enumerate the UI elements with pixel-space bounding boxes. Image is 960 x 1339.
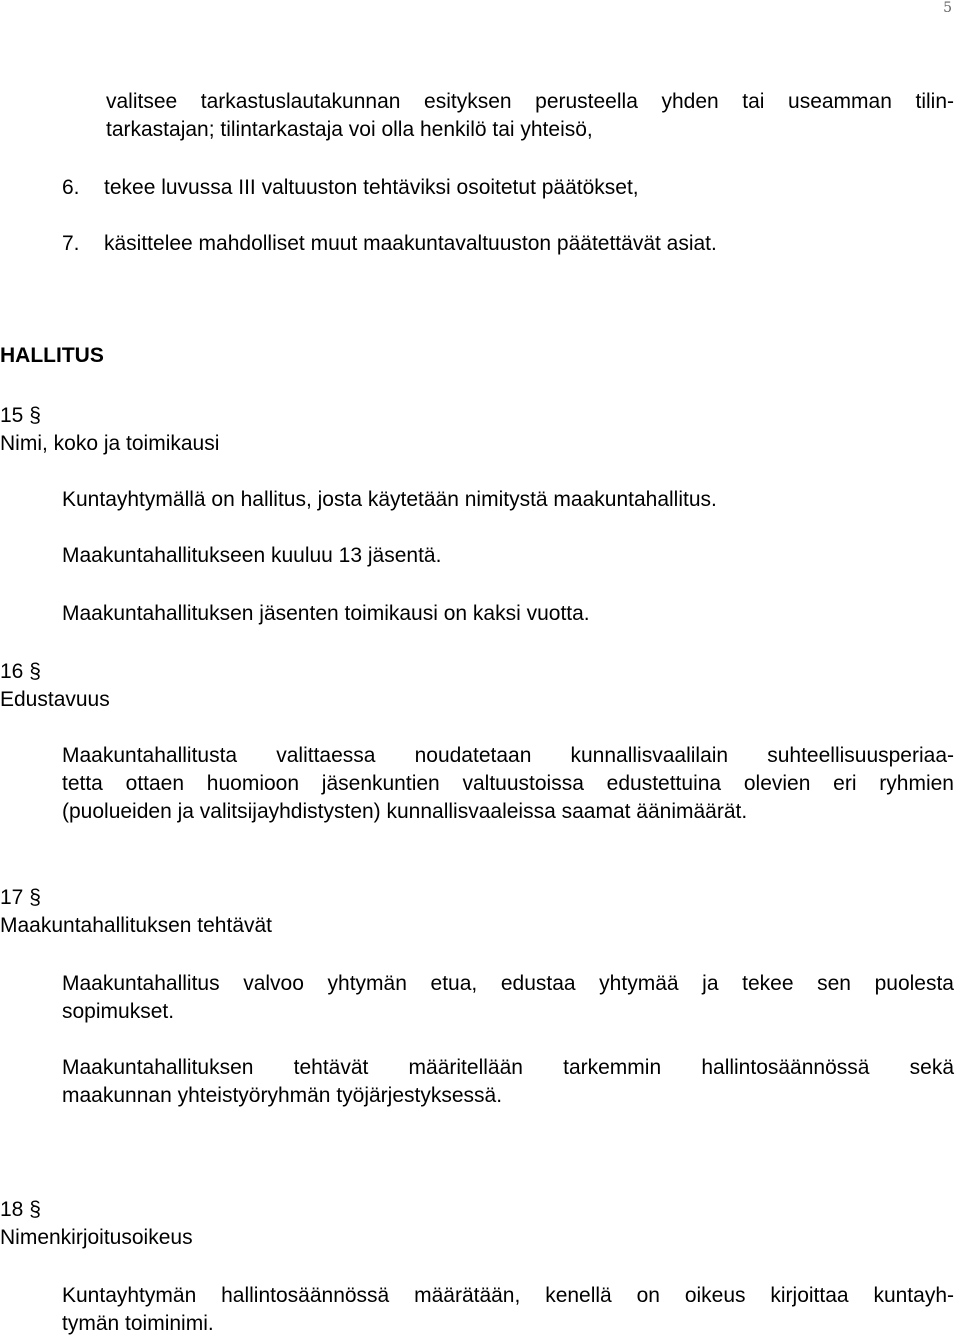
- paragraph-line: (puolueiden ja valitsijayhdistysten) kunnallisvaaleissa saamat äänimäärät.: [62, 800, 748, 823]
- list-item: [62, 230, 80, 258]
- paragraph-line: Kuntayhtymän hallintosäännössä määrätään, kenellä on oikeus kirjoittaa kuntayh-: [62, 1284, 954, 1307]
- chapter-heading: HALLITUS: [0, 344, 104, 367]
- paragraph: Kuntayhtymällä on hallitus, josta käytetään nimitystä maakuntahallitus.: [62, 488, 717, 511]
- section-symbol-icon: §: [29, 660, 41, 683]
- section-symbol-icon: §: [29, 404, 41, 427]
- page-number: 5: [943, 0, 952, 16]
- section-number: [0, 1196, 41, 1224]
- section-number: [0, 402, 41, 430]
- list-item: [62, 174, 80, 202]
- paragraph: Maakuntahallitukseen kuuluu 13 jäsentä.: [62, 544, 442, 567]
- section-number-value: 16: [0, 660, 24, 683]
- list-item-line: valitsee tarkastuslautakunnan esityksen perusteella yhden tai useamman tilin-: [106, 90, 954, 113]
- list-item-number: 7.: [62, 232, 80, 255]
- paragraph-line: tetta ottaen huomioon jäsenkuntien valtuustoissa edustettuina olevien eri ryhmien: [62, 772, 954, 795]
- paragraph: [62, 1282, 954, 1338]
- section-title: Nimenkirjoitusoikeus: [0, 1226, 193, 1249]
- paragraph-line: Maakuntahallitus valvoo yhtymän etua, edustaa yhtymää ja tekee sen puolesta: [62, 972, 954, 995]
- section-title: Edustavuus: [0, 688, 110, 711]
- section-title: Maakuntahallituksen tehtävät: [0, 914, 273, 937]
- section-symbol-icon: §: [29, 1198, 41, 1221]
- paragraph-line: Maakuntahallitusta valittaessa noudatetaan kunnallisvaalilain suhteellisuusperiaa-: [62, 744, 954, 767]
- paragraph: [62, 970, 954, 1026]
- list-item-number: 6.: [62, 176, 80, 199]
- paragraph: Maakuntahallituksen jäsenten toimikausi on kaksi vuotta.: [62, 602, 590, 625]
- section-number-value: 18: [0, 1198, 24, 1221]
- paragraph: [62, 1054, 954, 1110]
- section-title: Nimi, koko ja toimikausi: [0, 432, 220, 455]
- section-symbol-icon: §: [29, 886, 41, 909]
- section-number: [0, 658, 41, 686]
- paragraph-line: maakunnan yhteistyöryhmän työjärjestyksessä.: [62, 1084, 503, 1107]
- list-item-text: tekee luvussa III valtuuston tehtäviksi osoitetut päätökset,: [104, 176, 639, 199]
- section-number-value: 17: [0, 886, 24, 909]
- list-item-continuation: [106, 88, 954, 144]
- list-item-line: tarkastajan; tilintarkastaja voi olla henkilö tai yhteisö,: [106, 118, 593, 141]
- paragraph-line: sopimukset.: [62, 1000, 175, 1023]
- paragraph-line: Maakuntahallituksen tehtävät määritellään tarkemmin hallintosäännössä sekä: [62, 1056, 954, 1079]
- list-item-text: käsittelee mahdolliset muut maakuntavaltuuston päätettävät asiat.: [104, 232, 717, 255]
- section-number: [0, 884, 41, 912]
- paragraph-line: tymän toiminimi.: [62, 1312, 214, 1335]
- section-number-value: 15: [0, 404, 24, 427]
- paragraph: [62, 742, 954, 826]
